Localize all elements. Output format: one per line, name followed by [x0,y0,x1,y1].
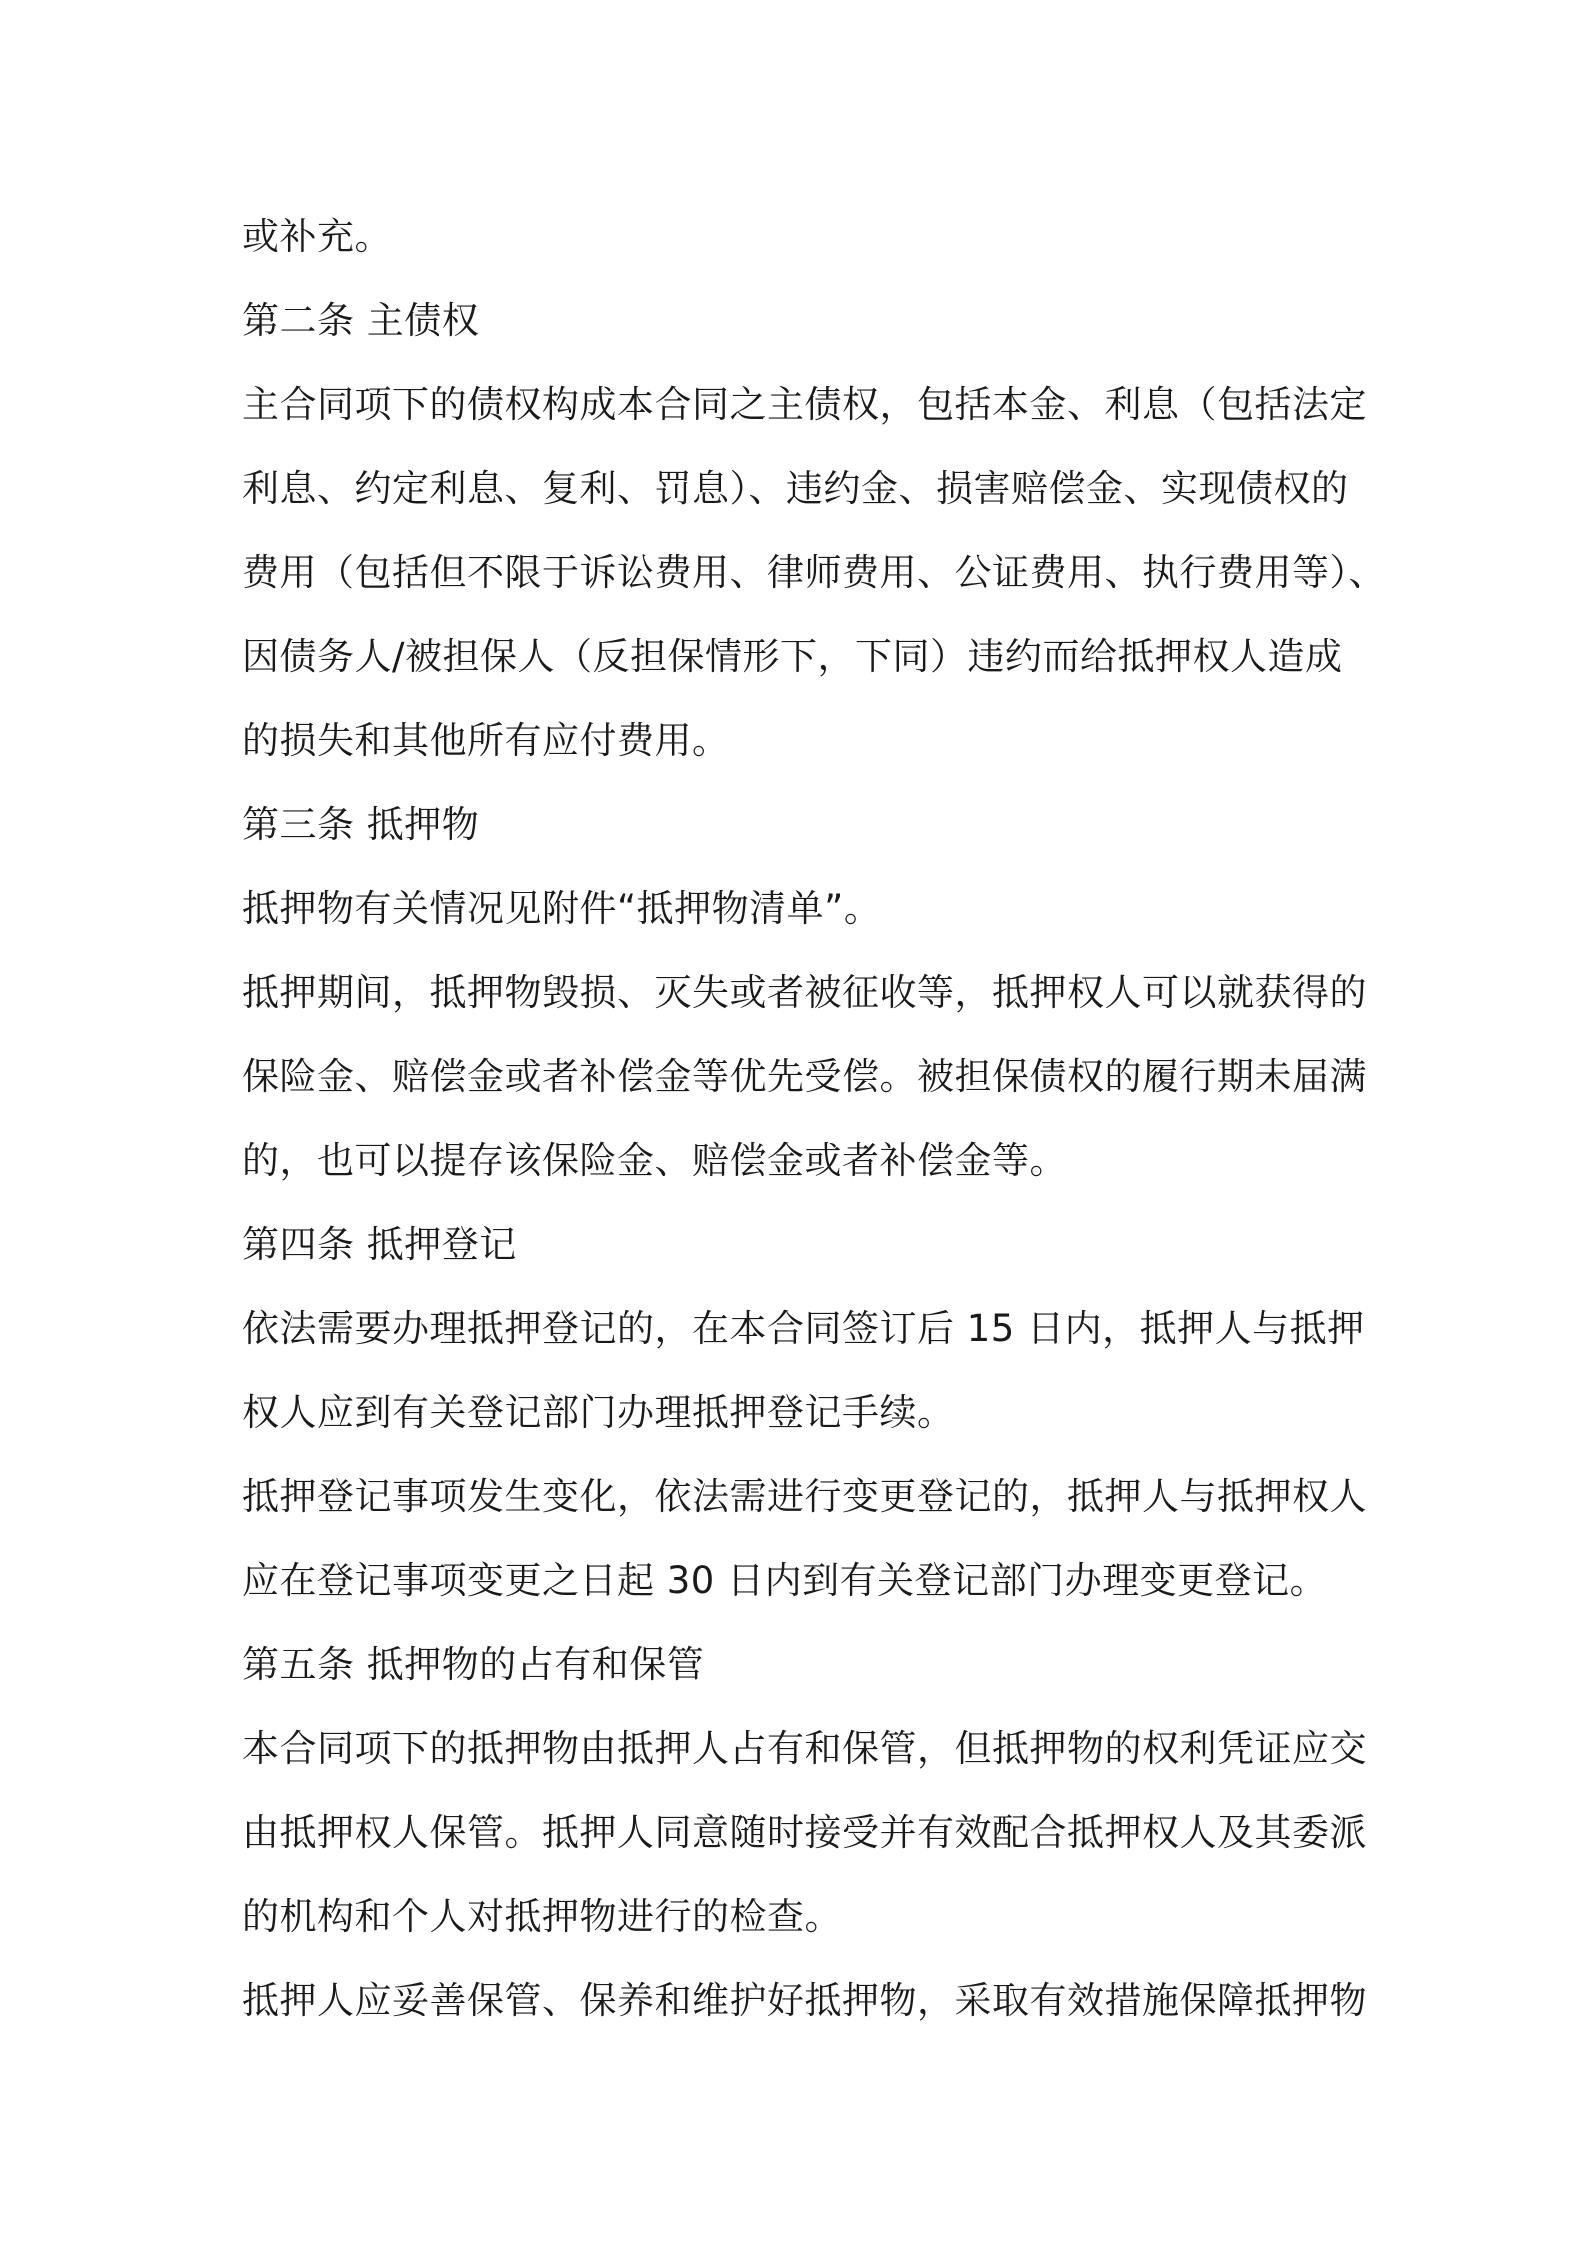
document-body [242,195,1386,2043]
text-line: 因债务人/被担保人（反担保情形下，下同）违约而给抵押权人造成 [242,635,1343,678]
text-line: 依法需要办理抵押登记的，在本合同签订后 15 日内，抵押人与抵押 [242,1307,1365,1350]
text-line: 的机构和个人对抵押物进行的检查。 [242,1895,842,1938]
text-line: 或补充。 [242,215,392,258]
section-heading-4: 第四条 抵押登记 [242,1223,517,1266]
text-line: 由抵押权人保管。抵押人同意随时接受并有效配合抵押权人及其委派 [242,1811,1367,1854]
text-line: 的损失和其他所有应付费用。 [242,719,730,762]
text-line: 抵押人应妥善保管、保养和维护好抵押物，采取有效措施保障抵押物 [242,1979,1367,2022]
text-line: 抵押期间，抵押物毁损、灭失或者被征收等，抵押权人可以就获得的 [242,971,1367,1014]
section-heading-5: 第五条 抵押物的占有和保管 [242,1643,705,1686]
text-line: 费用（包括但不限于诉讼费用、律师费用、公证费用、执行费用等）、 [242,551,1386,594]
text-line: 权人应到有关登记部门办理抵押登记手续。 [242,1391,955,1434]
text-line: 抵押物有关情况见附件“抵押物清单”。 [242,887,882,930]
text-line: 利息、约定利息、复利、罚息）、违约金、损害赔偿金、实现债权的 [242,467,1349,510]
text-line: 保险金、赔偿金或者补偿金等优先受偿。被担保债权的履行期未届满 [242,1055,1367,1098]
text-line: 主合同项下的债权构成本合同之主债权，包括本金、利息（包括法定 [242,383,1367,426]
text-line: 的，也可以提存该保险金、赔偿金或者补偿金等。 [242,1139,1067,1182]
text-line: 本合同项下的抵押物由抵押人占有和保管，但抵押物的权利凭证应交 [242,1727,1367,1770]
section-heading-3: 第三条 抵押物 [242,803,480,846]
section-heading-2: 第二条 主债权 [242,299,480,342]
text-line: 抵押登记事项发生变化，依法需进行变更登记的，抵押人与抵押权人 [242,1475,1367,1518]
text-line: 应在登记事项变更之日起 30 日内到有关登记部门办理变更登记。 [242,1559,1328,1602]
